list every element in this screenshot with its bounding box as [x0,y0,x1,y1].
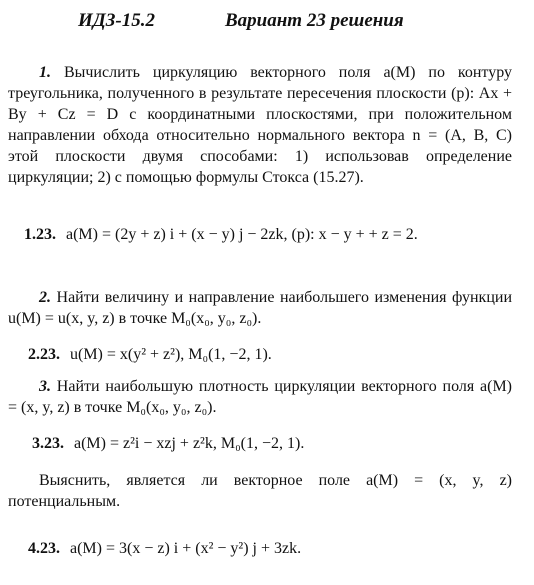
task-1-text: Вычислить циркуляцию векторного поля a(M) по контуру треугольника, полученного в результате пересечения плоскости (p): Ax + By + Cz = D с координатными плоскостями, при положительном направлении обхода относительно нормального вектора n = (A, B, C) этой плоскости двумя способами: 1) использовав определение циркуляции; 2) с помощью формулы Стокса (15.27). [8,64,512,186]
task-3-text: Найти наибольшую плотность циркуляции векторного поля a(M) = (x, y, z) в точке M₀(x₀, y₀, z₀). [8,378,513,416]
header-variant: Вариант 23 решения [225,10,404,31]
task-2-text: Найти величину и направление наибольшего изменения функции u(M) = u(x, y, z) в точке M₀(x₀, y₀, z₀). [8,289,513,327]
problem-2-line [28,344,498,365]
task-3-paragraph [8,376,512,418]
task-2-number: 2. [39,289,51,306]
task-4-paragraph [8,470,512,512]
problem-2-number: 2.23. [28,346,60,363]
problem-4-text: a(M) = 3(x − z) i + (x² − y²) j + 3zk. [70,540,302,557]
header-code: ИДЗ-15.2 [78,10,156,31]
problem-3-text: a(M) = z²i − xzj + z²k, M₀(1, −2, 1). [74,435,305,452]
problem-1-number: 1.23. [24,226,56,243]
task-1-number: 1. [39,64,51,81]
task-2-paragraph [8,287,512,329]
problem-4-line [28,538,498,559]
problem-3-number: 3.23. [32,435,64,452]
problem-4-number: 4.23. [28,540,60,557]
problem-2-text: u(M) = x(y² + z²), M₀(1, −2, 1). [70,346,272,363]
problem-3-line [32,433,502,454]
problem-1-line [24,224,502,245]
task-1-paragraph [8,62,512,188]
task-4-text: Выяснить, является ли векторное поле a(M) = (x, y, z) потенциальным. [8,472,512,510]
task-3-number: 3. [39,378,51,395]
problem-1-text: a(M) = (2y + z) i + (x − y) j − 2zk, (p): x − y + + z = 2. [66,226,418,243]
